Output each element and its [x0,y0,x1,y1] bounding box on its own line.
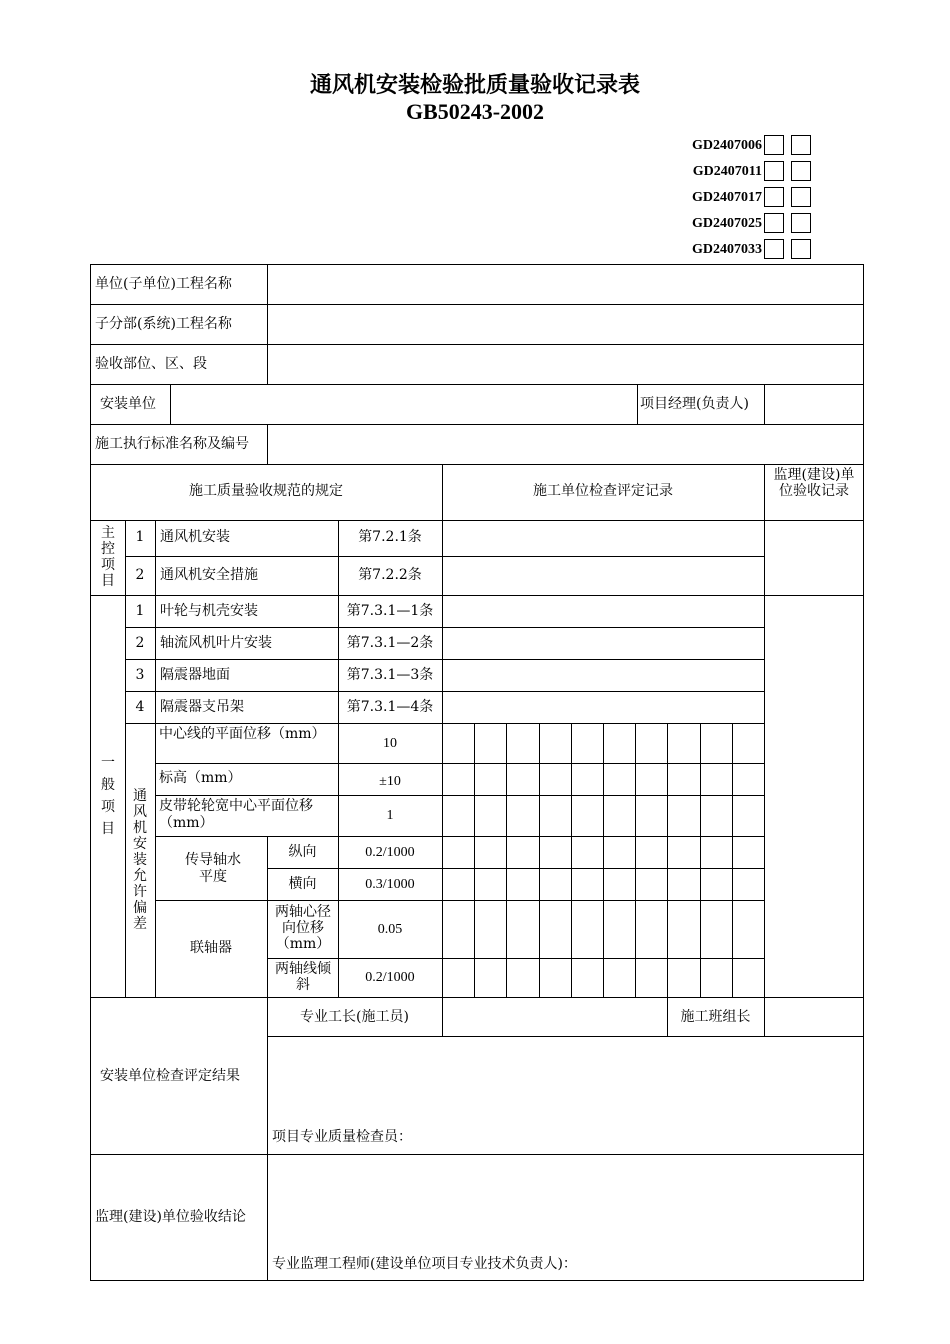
label-install-check-result: 安装单位检查评定结果 [100,1068,240,1084]
group-tolerance: 通风机安装允许偏差 [133,788,147,932]
general-item-3-name: 隔震器地面 [160,667,230,683]
tolerance-tilt-label: 两轴线倾斜 [275,961,331,993]
main-item-1-name: 通风机安装 [160,529,230,545]
label-install-unit: 安装单位 [100,396,156,412]
col-header-record: 施工单位检查评定记录 [533,483,673,499]
tolerance-tilt-value: 0.2/1000 [365,970,415,985]
code-1: GD2407006 [692,138,762,153]
general-item-2-name: 轴流风机叶片安装 [160,635,272,651]
checkbox-code-3b[interactable] [791,187,811,207]
label-supervisor-conclusion: 监理(建设)单位验收结论 [95,1209,246,1225]
tolerance-coupling-name: 联轴器 [190,940,232,956]
label-team-leader: 施工班组长 [680,1009,751,1025]
main-item-2-clause: 第7.2.2条 [358,567,422,583]
tolerance-elevation-name: 标高（mm） [159,770,242,786]
tolerance-radial-value: 0.05 [377,922,403,937]
checkbox-code-4b[interactable] [791,213,811,233]
general-item-1-name: 叶轮与机壳安装 [160,603,258,619]
general-item-4-name: 隔震器支吊架 [160,699,244,715]
main-item-2-name: 通风机安全措施 [160,567,258,583]
col-header-spec: 施工质量验收规范的规定 [189,483,343,499]
tolerance-longitudinal-label: 纵向 [288,844,317,860]
tolerance-transverse-label: 横向 [288,876,317,892]
main-item-1-no: 1 [135,529,145,545]
standard-code: GB50243-2002 [405,99,545,124]
tolerance-elevation-value: ±10 [379,774,401,789]
group-main-items: 主控项目 [101,525,115,589]
label-foreman: 专业工长(施工员) [300,1009,409,1025]
general-item-1-no: 1 [135,603,145,619]
general-item-2-clause: 第7.3.1—2条 [346,635,434,651]
code-4: GD2407025 [692,216,762,231]
tolerance-center-offset-name: 中心线的平面位移（mm） [159,726,326,742]
tolerance-shaft-level-name: 传导轴水平度 [185,852,241,885]
checkbox-code-2b[interactable] [791,161,811,181]
main-item-1-clause: 第7.2.1条 [358,529,422,545]
label-supervisor-engineer: 专业监理工程师(建设单位项目专业技术负责人)： [272,1256,577,1272]
general-item-2-no: 2 [135,635,145,651]
label-project-manager: 项目经理(负责人) [640,396,749,412]
tolerance-center-offset-value: 10 [383,736,397,751]
code-2: GD2407011 [692,164,762,179]
checkbox-code-1a[interactable] [764,135,784,155]
checkbox-code-1b[interactable] [791,135,811,155]
general-item-3-no: 3 [135,667,145,683]
checkbox-code-4a[interactable] [764,213,784,233]
code-3: GD2407017 [692,190,762,205]
page-title: 通风机安装检验批质量验收记录表 [309,72,640,97]
checkbox-code-5a[interactable] [764,239,784,259]
checkbox-code-3a[interactable] [764,187,784,207]
tolerance-transverse-value: 0.3/1000 [365,877,415,892]
group-general-items: 一般项目 [101,755,115,837]
tolerance-belt-offset-name: 皮带轮轮宽中心平面位移（mm） [159,798,313,831]
tolerance-longitudinal-value: 0.2/1000 [365,845,415,860]
general-item-4-clause: 第7.3.1—4条 [346,699,434,715]
label-sub-project-name: 子分部(系统)工程名称 [95,316,232,332]
general-item-1-clause: 第7.3.1—1条 [346,603,434,619]
code-5: GD2407033 [692,242,762,257]
col-header-supervisor: 监理(建设)单位验收记录 [773,467,855,499]
general-item-4-no: 4 [135,699,145,715]
label-construction-standard: 施工执行标准名称及编号 [95,436,249,452]
label-unit-project-name: 单位(子单位)工程名称 [95,276,232,292]
tolerance-belt-offset-value: 1 [386,808,394,823]
tolerance-radial-label: 两轴心径向位移（mm） [275,904,331,952]
label-quality-inspector: 项目专业质量检查员： [272,1129,412,1145]
checkbox-code-2a[interactable] [764,161,784,181]
label-acceptance-part: 验收部位、区、段 [95,356,207,372]
main-item-2-no: 2 [135,567,145,583]
general-item-3-clause: 第7.3.1—3条 [346,667,434,683]
checkbox-code-5b[interactable] [791,239,811,259]
